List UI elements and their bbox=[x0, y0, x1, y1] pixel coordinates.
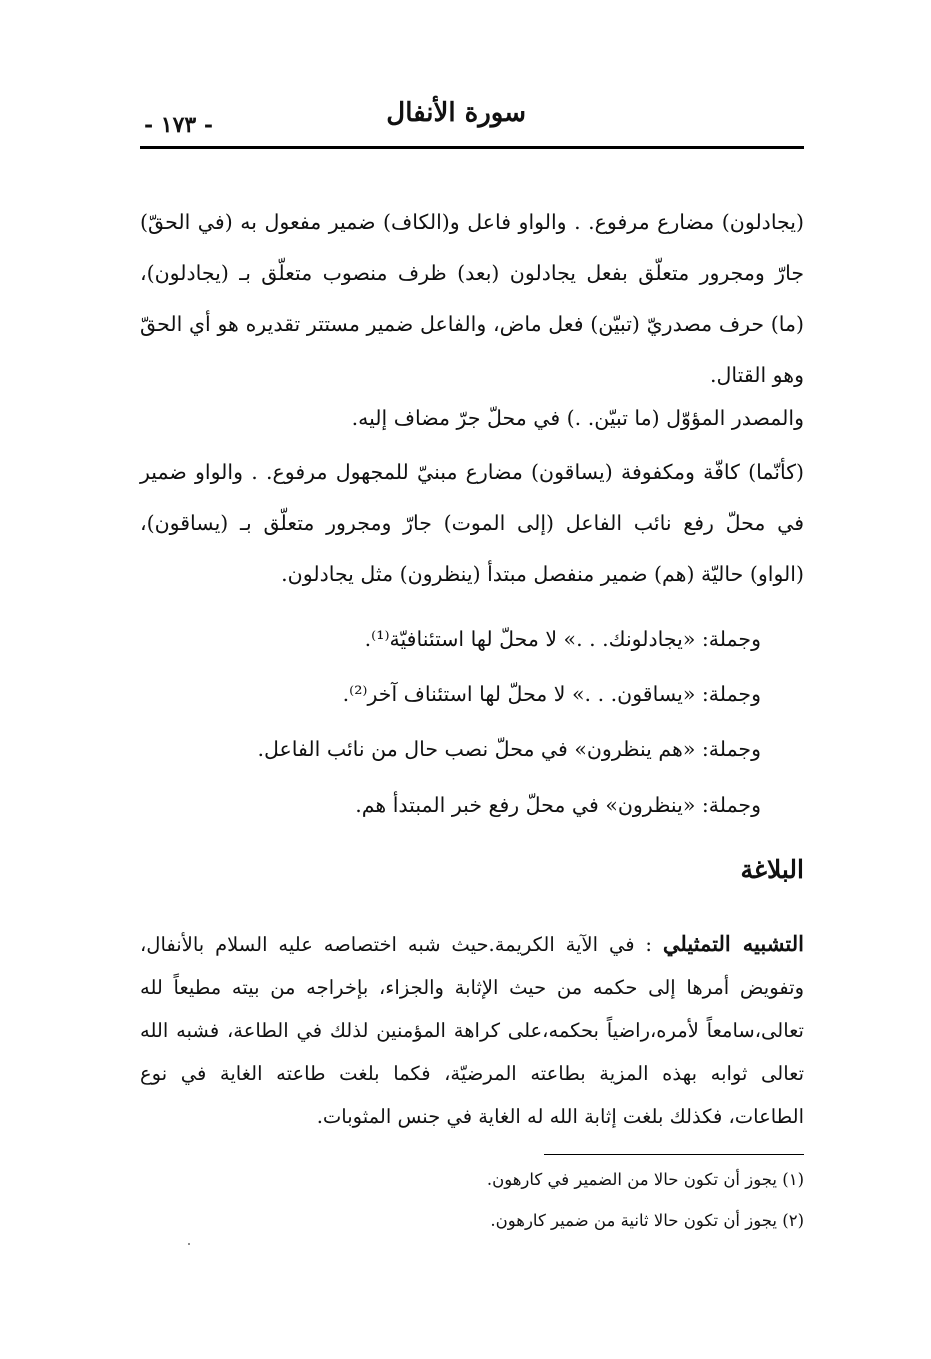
paragraph-kaannama: (كأنّما) كافّة ومكفوفة (يساقون) مضارع مبنيّ للمجهول مرفوع. . والواو ضمير في محلّ رفع نائب الفاعل (إلى الموت) جارّ ومجرور متعلّق بـ (يساقون)، (الواو) حاليّة (هم) ضمير منفصل مبتدأ (ينظرون) مثل يجادلون. bbox=[140, 459, 804, 586]
sentence-analysis-1: وجملة: «يجادلونك. . .» لا محلّ لها استئنافيّة⁽¹⁾. bbox=[364, 627, 761, 651]
page-number: - ١٧٣ - bbox=[144, 112, 214, 138]
scan-speck bbox=[188, 1243, 190, 1245]
footnote-1: (١) يجوز أن تكون حالا من الضمير في كارهون. bbox=[486, 1170, 804, 1189]
page-header bbox=[140, 98, 804, 148]
paragraph-masdar: والمصدر المؤوّل (ما تبيّن. .) في محلّ جرّ مضاف إليه. bbox=[351, 405, 804, 430]
header-rule bbox=[140, 146, 804, 149]
footnote-rule bbox=[544, 1154, 804, 1155]
balagha-paragraph bbox=[140, 922, 804, 1138]
balagha-term: التشبيه التمثيلي bbox=[662, 930, 805, 956]
balagha-heading: البلاغة bbox=[740, 855, 804, 884]
paragraph-yujadilun: (يجادلون) مضارع مرفوع. . والواو فاعل و(الكاف) ضمير مفعول به (في الحقّ) جارّ ومجرور متعلّق بفعل يجادلون (بعد) ظرف منصوب متعلّق بـ (يجادلون)، (ما) حرف مصدريّ (تبيّن) فعل ماض، والفاعل ضمير مستتر تقديره هو أي الحقّ وهو القتال. bbox=[140, 209, 804, 387]
surah-title: سورة الأنفال bbox=[386, 98, 526, 128]
sentence-analysis-4: وجملة: «ينظرون» في محلّ رفع خبر المبتدأ هم. bbox=[355, 793, 761, 817]
sentence-analysis-2: وجملة: «يساقون. . .» لا محلّ لها استئناف آخر⁽²⁾. bbox=[342, 682, 761, 706]
balagha-text: : في الآية الكريمة.حيث شبه اختصاصه عليه السلام بالأنفال، وتفويض أمرها إلى حكمه من حيث الإثابة والجزاء، بإخراجه من بيته مطيعاً لله تعالى،سامعاً لأمره،راضياً بحكمه،على كراهة المؤمنين لذلك في الطاعة، فشبه الله تعالى ثوابه بهذه المزية بطاعته المرضيّة، فكما بلغت طاعته الغاية في نوع الطاعات، فكذلك بلغت إثابة الله له الغاية في جنس المثوبات. bbox=[140, 932, 804, 1128]
footnote-2: (٢) يجوز أن تكون حالا ثانية من ضمير كارهون. bbox=[490, 1211, 804, 1230]
sentence-analysis-3: وجملة: «هم ينظرون» في محلّ نصب حال من نائب الفاعل. bbox=[257, 737, 761, 761]
